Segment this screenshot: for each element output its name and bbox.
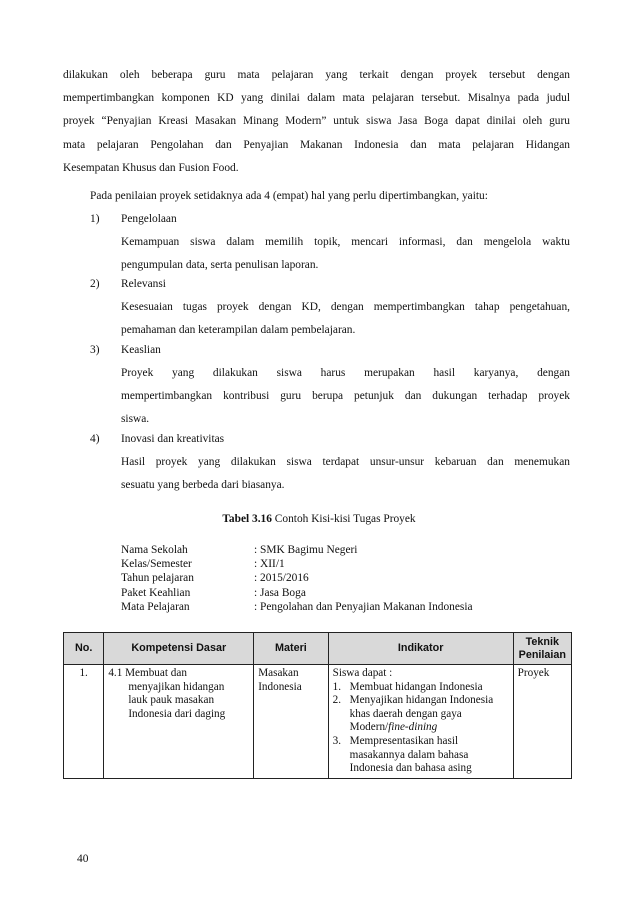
materi-line: Masakan — [258, 667, 299, 679]
item-title: Inovasi dan kreativitas — [121, 433, 225, 445]
table-caption-label: Tabel 3.16 — [222, 513, 272, 525]
desc-line: sesuatu yang berbeda dari biasanya. — [121, 479, 285, 492]
header-teknik-line: Penilaian — [518, 648, 567, 661]
desc-line: Kesesuaian tugas proyek dengan KD, dengan mempertimbangkan tahap pengetahuan, — [121, 301, 570, 313]
header-materi: Materi — [254, 633, 328, 665]
page-number: 40 — [77, 853, 89, 865]
cell-kompetensi-dasar — [104, 665, 254, 779]
meta-row — [121, 586, 473, 600]
meta-key: Kelas/Semester — [121, 558, 192, 571]
indikator-italic: fine-dining — [388, 721, 438, 734]
indikator-plain: Modern/ — [349, 721, 389, 734]
item-title: Relevansi — [121, 278, 166, 290]
kd-line: lauk pauk masakan — [128, 694, 215, 707]
header-teknik-line: Teknik — [525, 635, 560, 648]
kisi-kisi-table — [63, 632, 572, 779]
meta-value: : XII/1 — [254, 558, 285, 571]
criteria-desc-2 — [121, 296, 570, 342]
paragraph-intro — [63, 64, 570, 180]
desc-line: pemahaman dan keterampilan dalam pembelajaran. — [121, 324, 356, 337]
desc-line: Kemampuan siswa dalam memilih topik, mencari informasi, dan mengelola waktu — [121, 236, 570, 248]
criteria-desc-4 — [121, 451, 570, 497]
indikator-line: Indonesia dan bahasa asing — [349, 762, 472, 775]
desc-line: Hasil proyek yang dilakukan siswa terdapat unsur-unsur kebaruan dan menemukan — [121, 456, 570, 468]
indikator-intro: Siswa dapat : — [332, 667, 393, 679]
header-indikator: Indikator — [328, 633, 513, 665]
meta-value: : SMK Bagimu Negeri — [254, 544, 358, 556]
item-title: Keaslian — [121, 344, 161, 356]
table-row — [64, 665, 572, 779]
desc-line: mempertimbangkan kontribusi guru berupa petunjuk dan dukungan terhadap proyek — [121, 390, 570, 403]
header-no: No. — [64, 633, 104, 665]
kd-line: 4.1 Membuat dan — [108, 667, 187, 679]
indikator-number: 3. — [332, 734, 342, 747]
criteria-desc-1 — [121, 231, 570, 277]
indikator-item — [333, 735, 509, 776]
kd-line: Indonesia dari daging — [128, 707, 226, 720]
meta-value: : Jasa Boga — [254, 586, 306, 599]
paragraph-criteria-intro: Pada penilaian proyek setidaknya ada 4 (empat) hal yang perlu dipertimbangkan, yaitu: — [90, 190, 488, 202]
meta-value: : Pengolahan dan Penyajian Makanan Indonesia — [254, 600, 473, 613]
paragraph-line: Kesempatan Khusus dan Fusion Food. — [63, 161, 239, 174]
indikator-line: khas daerah dengan gaya — [349, 707, 462, 720]
indikator-item — [333, 681, 509, 695]
meta-key: Mata Pelajaran — [121, 600, 190, 613]
indikator-text — [350, 681, 509, 695]
indikator-line: masakannya dalam bahasa — [349, 748, 469, 761]
indikator-number: 2. — [332, 694, 342, 707]
indikator-number: 1. — [332, 680, 342, 693]
materi-line: Indonesia — [258, 680, 302, 693]
table-header-row — [64, 633, 572, 665]
table-caption-text: Contoh Kisi-kisi Tugas Proyek — [271, 513, 416, 525]
indikator-text — [350, 735, 509, 776]
cell-materi — [254, 665, 328, 779]
meta-row — [121, 557, 473, 571]
meta-value: : 2015/2016 — [254, 572, 309, 585]
indikator-line: Menyajikan hidangan Indonesia — [349, 694, 494, 707]
meta-row — [121, 571, 473, 585]
item-number: 1) — [90, 213, 100, 225]
desc-line: Proyek yang dilakukan siswa harus merupakan hasil karyanya, dengan — [121, 367, 570, 379]
header-teknik-penilaian — [513, 633, 571, 665]
table-meta — [121, 543, 473, 614]
desc-line: pengumpulan data, serta penulisan laporan. — [121, 259, 319, 272]
meta-row — [121, 543, 473, 557]
paragraph-line: proyek “Penyajian Kreasi Masakan Minang Modern” untuk siswa Jasa Boga dapat dinilai oleh guru — [63, 115, 570, 128]
header-kompetensi-dasar: Kompetensi Dasar — [104, 633, 254, 665]
indikator-text — [350, 694, 509, 735]
item-number: 3) — [90, 344, 100, 356]
cell-no: 1. — [64, 665, 104, 779]
indikator-line — [350, 721, 509, 735]
meta-row — [121, 600, 473, 614]
meta-key: Paket Keahlian — [121, 586, 191, 599]
item-number: 2) — [90, 278, 100, 290]
cell-indikator — [328, 665, 513, 779]
meta-key: Nama Sekolah — [121, 544, 188, 556]
table-caption — [0, 513, 638, 525]
desc-line: siswa. — [121, 413, 150, 426]
kd-line: menyajikan hidangan — [128, 680, 225, 693]
cell-teknik-penilaian: Proyek — [513, 665, 571, 779]
indikator-item — [333, 694, 509, 735]
paragraph-line: mempertimbangkan komponen KD yang dinilai dalam mata pelajaran tersebut. Misalnya pada judul — [63, 92, 570, 105]
indikator-line: Membuat hidangan Indonesia — [349, 680, 483, 693]
item-title: Pengelolaan — [121, 213, 177, 225]
criteria-desc-3 — [121, 362, 570, 432]
paragraph-line: mata pelajaran Pengolahan dan Penyajian Makanan Indonesia dan mata pelajaran Hidangan — [63, 138, 570, 151]
indikator-line: Mempresentasikan hasil — [349, 734, 459, 747]
paragraph-line: dilakukan oleh beberapa guru mata pelajaran yang terkait dengan proyek tersebut dengan — [63, 69, 570, 81]
item-number: 4) — [90, 433, 100, 445]
meta-key: Tahun pelajaran — [121, 572, 194, 585]
